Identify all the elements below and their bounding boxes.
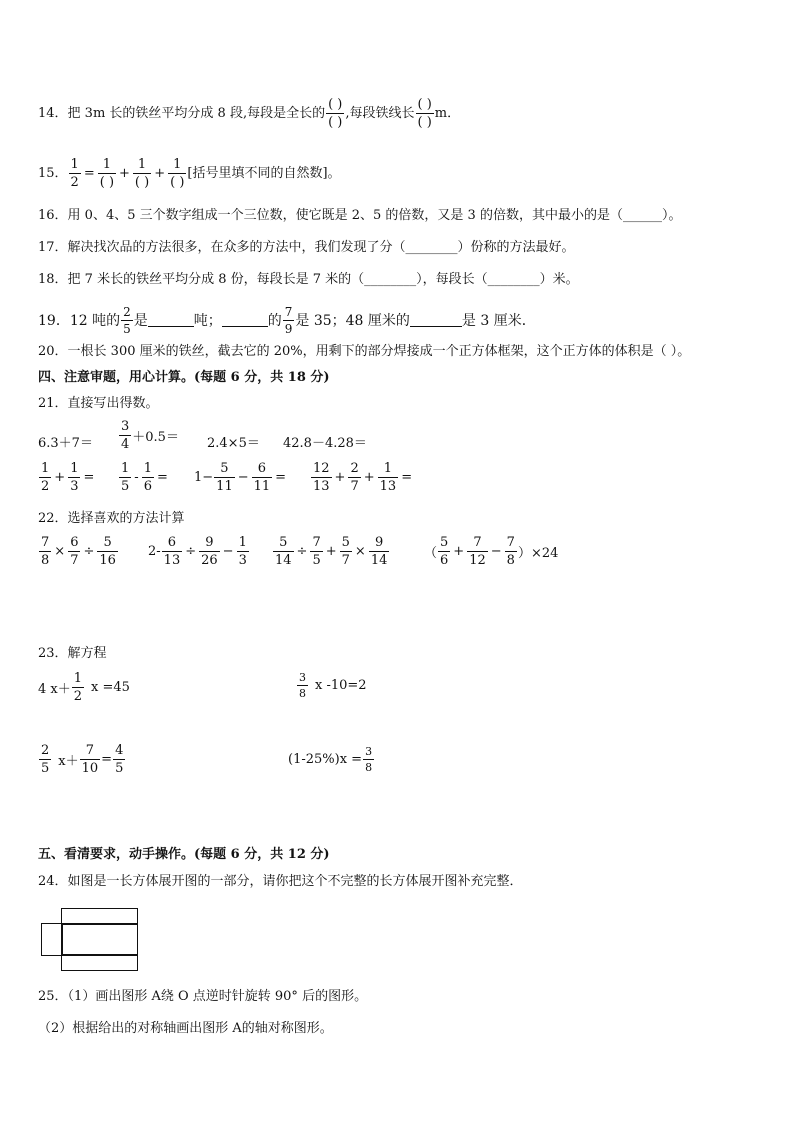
blank-fraction: $\frac{1}{( )}$ (99, 157, 115, 190)
question-14 (38, 98, 460, 129)
answer-blank[interactable] (148, 314, 194, 327)
calc-item: 42.8－4.28＝ (283, 436, 367, 451)
question-number: 14． (38, 105, 68, 121)
fraction: $\frac{1}{2}$ (70, 157, 79, 190)
calc-item: $\frac{3}{4}$ ＋0.5＝ (121, 419, 179, 452)
blank-fraction: $\frac{( )}{( )}$ (328, 97, 343, 130)
question-25-part-1: 25．（1）画出图形 A绕 O 点逆时针旋转 90° 后的图形。 (38, 989, 368, 1004)
calc-item: 2.4×5＝ (207, 436, 260, 451)
question-23-title: 23．解方程 (38, 646, 107, 661)
answer-blank[interactable] (410, 314, 462, 327)
question-19: 19．12 吨的 $\frac{2}{5}$ 是 吨； 的 $\frac{7}{9}$ 是 35；48 厘米的 是 3 厘米． (38, 305, 536, 336)
blank-fraction: $\frac{( )}{( )}$ (417, 97, 432, 130)
blank-fraction: $\frac{1}{( )}$ (170, 157, 185, 190)
net-face-left (41, 923, 63, 956)
section-4-heading: 四、注意审题，用心计算。(每题 6 分，共 18 分) (38, 370, 330, 385)
question-22-title: 22．选择喜欢的方法计算 (38, 511, 185, 526)
calc-item: $\frac{12}{13}$ + $\frac{2}{7}$ + $\frac{1}{13}$ = (313, 461, 413, 494)
calc-item: $\frac{1}{2}$ + $\frac{1}{3}$ = (41, 461, 95, 494)
calc-expression: $\frac{5}{14}$ ÷ $\frac{7}{5}$ + $\frac{5}{7}$ × $\frac{9}{14}$ (275, 535, 388, 568)
question-24: 24．如图是一长方体展开图的一部分，请你把这个不完整的长方体展开图补充完整． (38, 874, 523, 889)
equation: $\frac{2}{5}$ x＋ $\frac{7}{10}$ = $\frac{4}{5}$ (41, 743, 124, 776)
question-14-text-b: ,每段铁线长 (345, 105, 415, 121)
calc-expression: （ $\frac{5}{6}$ + $\frac{7}{12}$ − $\frac{7}{8}$ ）×24 (424, 535, 559, 568)
calc-item: 6.3＋7＝ (38, 436, 93, 451)
calc-item: $\frac{1}{5}$ - $\frac{1}{6}$ = (121, 461, 168, 494)
net-face-bottom (61, 954, 138, 971)
equation: (1-25%)x = $\frac{3}{8}$ (288, 745, 373, 774)
calc-expression: 2- $\frac{6}{13}$ ÷ $\frac{9}{26}$ − $\frac{1}{3}$ (148, 535, 247, 568)
net-face-front (61, 923, 138, 956)
section-5-heading: 五、看清要求，动手操作。(每题 6 分，共 12 分) (38, 847, 330, 862)
question-number: 15． (38, 165, 68, 181)
calc-item: 1− $\frac{5}{11}$ − $\frac{6}{11}$ = (194, 461, 287, 494)
question-17: 17．解决找次品的方法很多，在众多的方法中，我们发现了分（________）份称的方法最好。 (38, 240, 575, 255)
blank-fraction: $\frac{1}{( )}$ (134, 157, 150, 190)
question-14-text-a: 把 3m 长的铁丝平均分成 8 段,每段是全长的 (67, 105, 326, 121)
question-20: 20．一根长 300 厘米的铁丝，截去它的 20%，用剩下的部分焊接成一个正方体框架，这个正方体的体积是（ ）。 (38, 344, 691, 359)
question-25-part-2: （2）根据给出的对称轴画出图形 A的轴对称图形。 (38, 1021, 333, 1036)
answer-blank[interactable] (222, 314, 268, 327)
fraction: $\frac{7}{9}$ (284, 305, 293, 336)
calc-expression: $\frac{7}{8}$ × $\frac{6}{7}$ ÷ $\frac{5}{16}$ (41, 535, 116, 568)
equation: 4 x＋ $\frac{1}{2}$ x =45 (38, 671, 130, 704)
question-14-text-c: m． (434, 105, 461, 121)
question-21-title: 21．直接写出得数。 (38, 396, 159, 411)
question-16: 16．用 0、4、5 三个数字组成一个三位数，使它既是 2、5 的倍数，又是 3 的倍数，其中最小的是（______）。 (38, 208, 682, 223)
equation: $\frac{3}{8}$ x -10=2 (299, 671, 367, 700)
question-15-note: [括号里填不同的自然数]。 (187, 165, 341, 181)
question-18: 18．把 7 米长的铁丝平均分成 8 份，每段长是 7 米的（________），每段长（________）米。 (38, 272, 579, 287)
fraction: $\frac{2}{5}$ (123, 305, 131, 336)
question-15: 15． $\frac{1}{2}$ = $\frac{1}{( )}$ + $\frac{1}{( )}$ + $\frac{1}{( )}$ [括号里填不同的自然数]。 (38, 157, 341, 190)
